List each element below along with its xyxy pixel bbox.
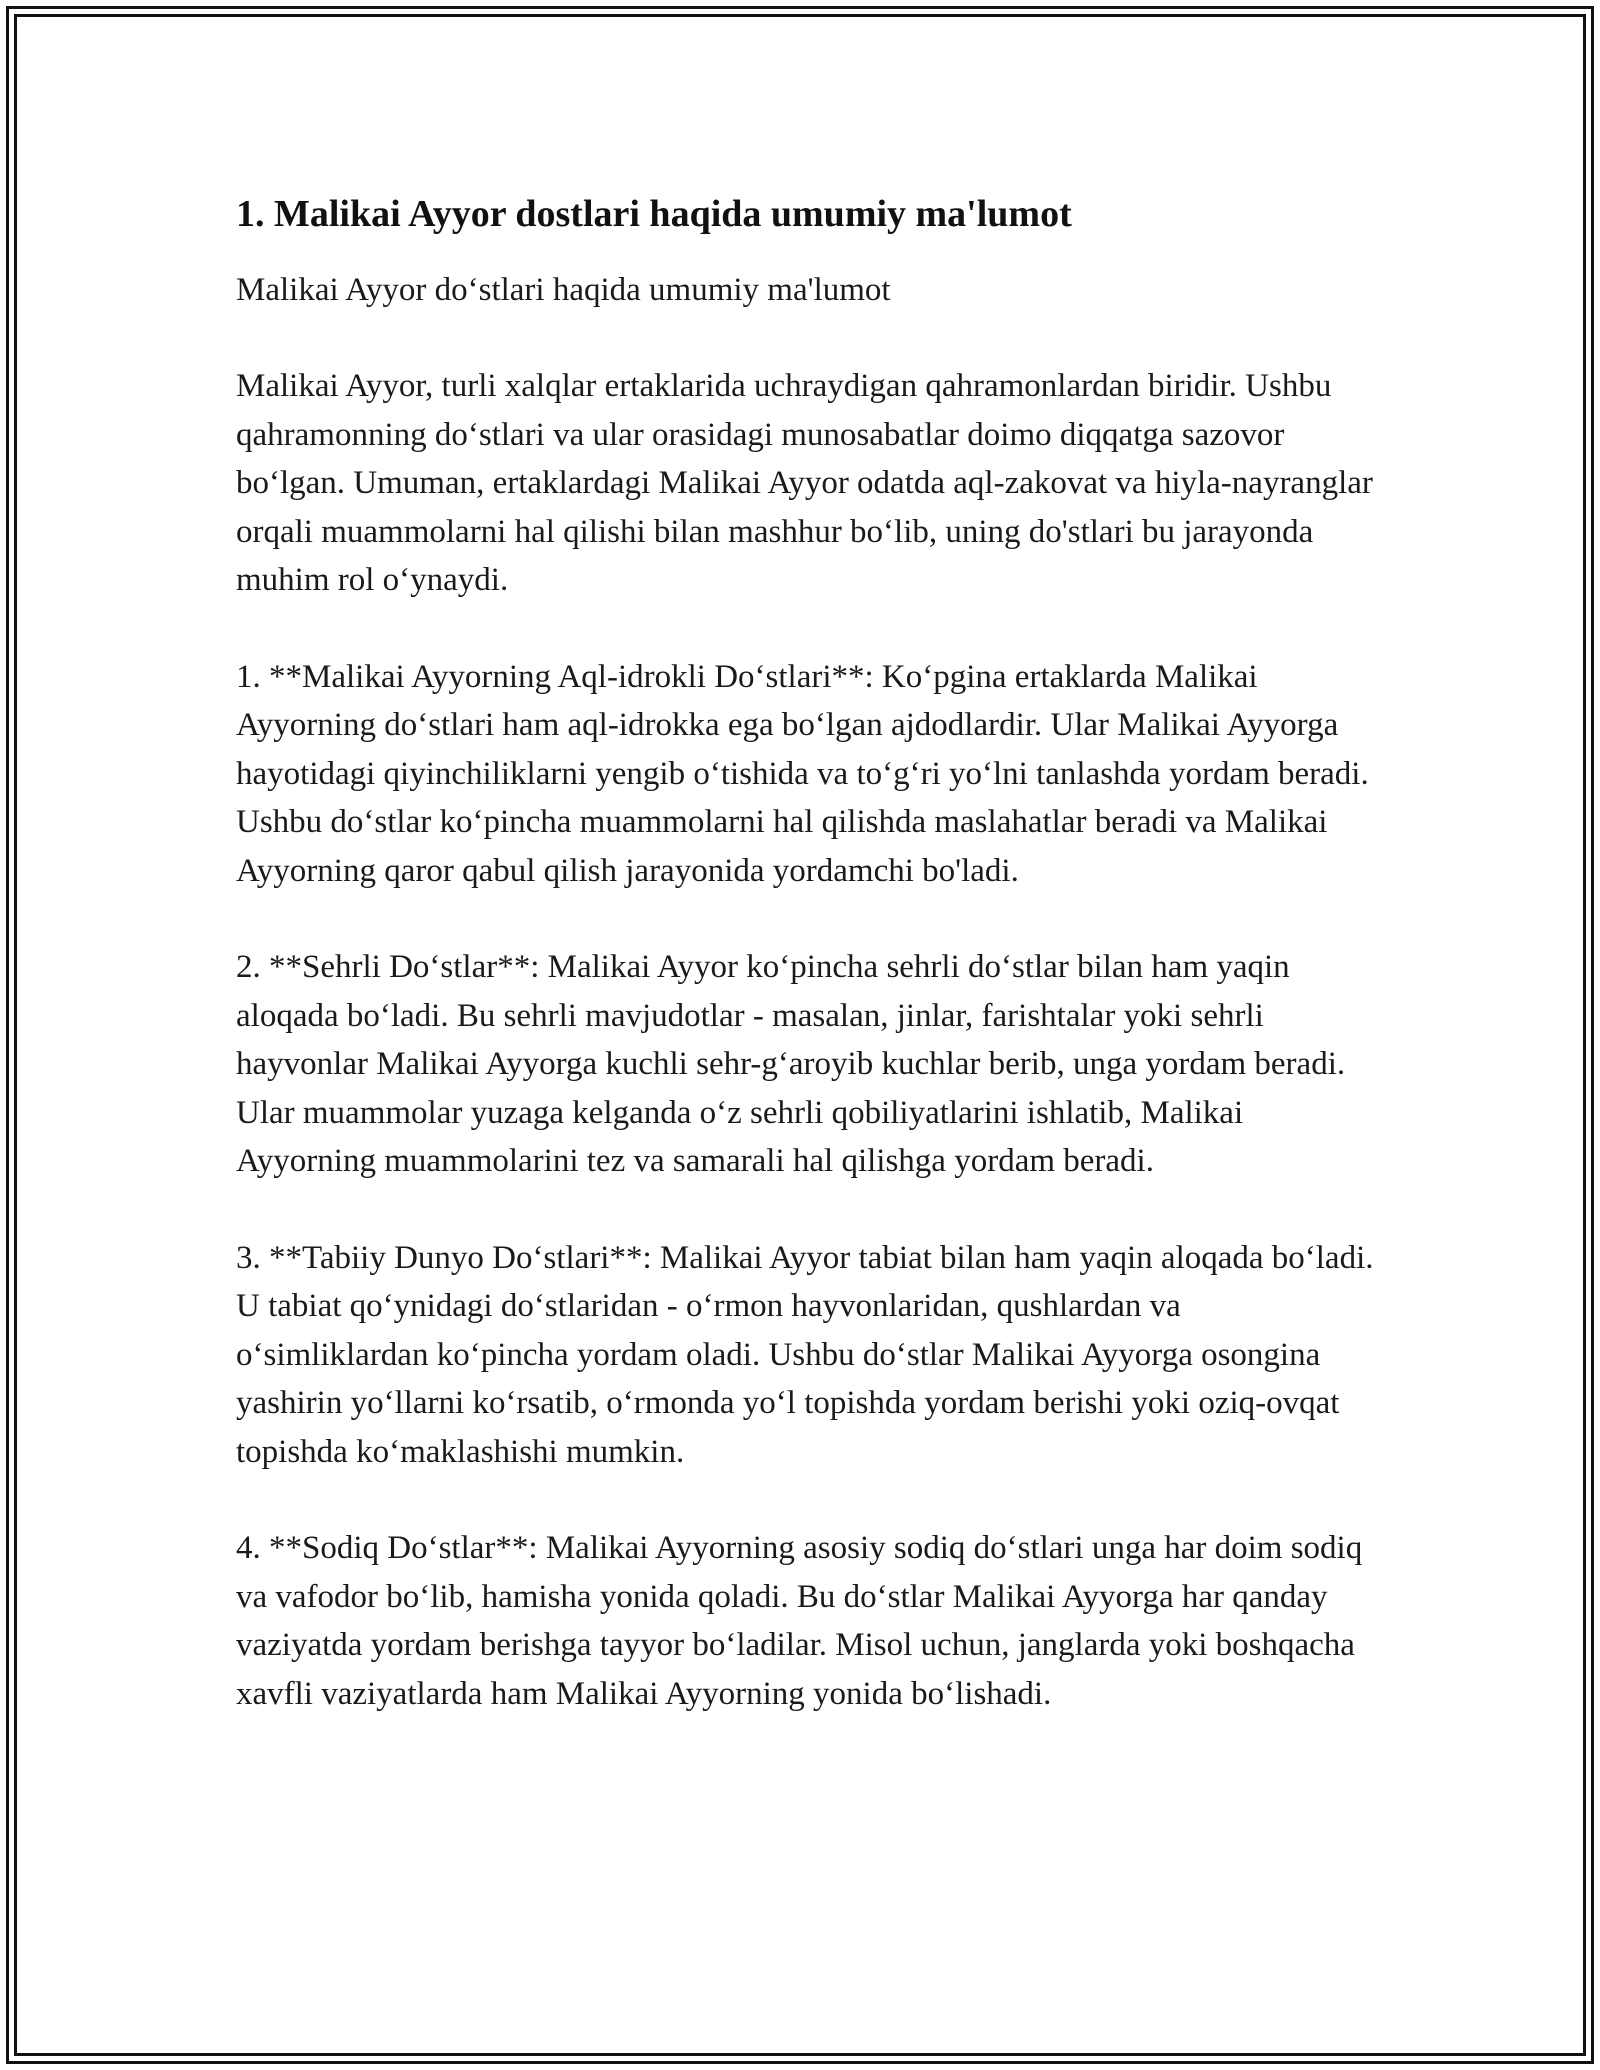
section-paragraph-4: 4. **Sodiq Do‘stlar**: Malikai Ayyorning asosiy sodiq do‘stlari unga har doim sodiq va vafodor bo‘lib, hamisha yonida qoladi. Bu do‘stlar Malikai Ayyorga har qanday vaziyatda yordam berishga tayyor bo‘ladilar. Misol uchun, janglarda yoki boshqacha xavfli vaziyatlarda ham Malikai Ayyorning yonida bo‘lishadi. xyxy=(236,1530,1363,1712)
intro-paragraph: Malikai Ayyor, turli xalqlar ertaklarida uchraydigan qahramonlardan biridir. Ushbu qahramonning do‘stlari va ular orasidagi munosabatlar doimo diqqatga sazovor bo‘lgan. Umuman, ertaklardagi Malikai Ayyor odatda aql-zakovat va hiyla-nayranglar orqali muammolarni hal qilishi bilan mashhur bo‘lib, uning do'stlari bu jarayonda muhim rol o‘ynaydi. xyxy=(236,368,1373,598)
document-subtitle: Malikai Ayyor do‘stlari haqida umumiy ma'lumot xyxy=(236,272,891,308)
document-body xyxy=(236,188,1376,1718)
document-heading: 1. Malikai Ayyor dostlari haqida umumiy ma'lumot xyxy=(236,193,1072,235)
section-paragraph-1: 1. **Malikai Ayyorning Aql-idrokli Do‘stlari**: Ko‘pgina ertaklarda Malikai Ayyorning do‘stlari ham aql-idrokka ega bo‘lgan ajdodlardir. Ular Malikai Ayyorga hayotidagi qiyinchiliklarni yengib o‘tishida va to‘g‘ri yo‘lni tanlashda yordam beradi. Ushbu do‘stlar ko‘pincha muammolarni hal qilishda maslahatlar beradi va Malikai Ayyorning qaror qabul qilish jarayonida yordamchi bo'ladi. xyxy=(236,658,1369,889)
section-paragraph-2: 2. **Sehrli Do‘stlar**: Malikai Ayyor ko‘pincha sehrli do‘stlar bilan ham yaqin aloqada bo‘ladi. Bu sehrli mavjudotlar - masalan, jinlar, farishtalar yoki sehrli hayvonlar Malikai Ayyorga kuchli sehr-g‘aroyib kuchlar berib, unga yordam beradi. Ular muammolar yuzaga kelganda o‘z sehrli qobiliyatlarini ishlatib, Malikai Ayyorning muammolarini tez va samarali hal qilishga yordam beradi. xyxy=(236,949,1346,1179)
section-paragraph-3: 3. **Tabiiy Dunyo Do‘stlari**: Malikai Ayyor tabiat bilan ham yaqin aloqada bo‘ladi. U tabiat qo‘ynidagi do‘stlaridan - o‘rmon hayvonlaridan, qushlardan va o‘simliklardan ko‘pincha yordam oladi. Ushbu do‘stlar Malikai Ayyorga osongina yashirin yo‘llarni ko‘rsatib, o‘rmonda yo‘l topishda yordam berishi yoki oziq-ovqat topishda ko‘maklashishi mumkin. xyxy=(236,1239,1374,1470)
